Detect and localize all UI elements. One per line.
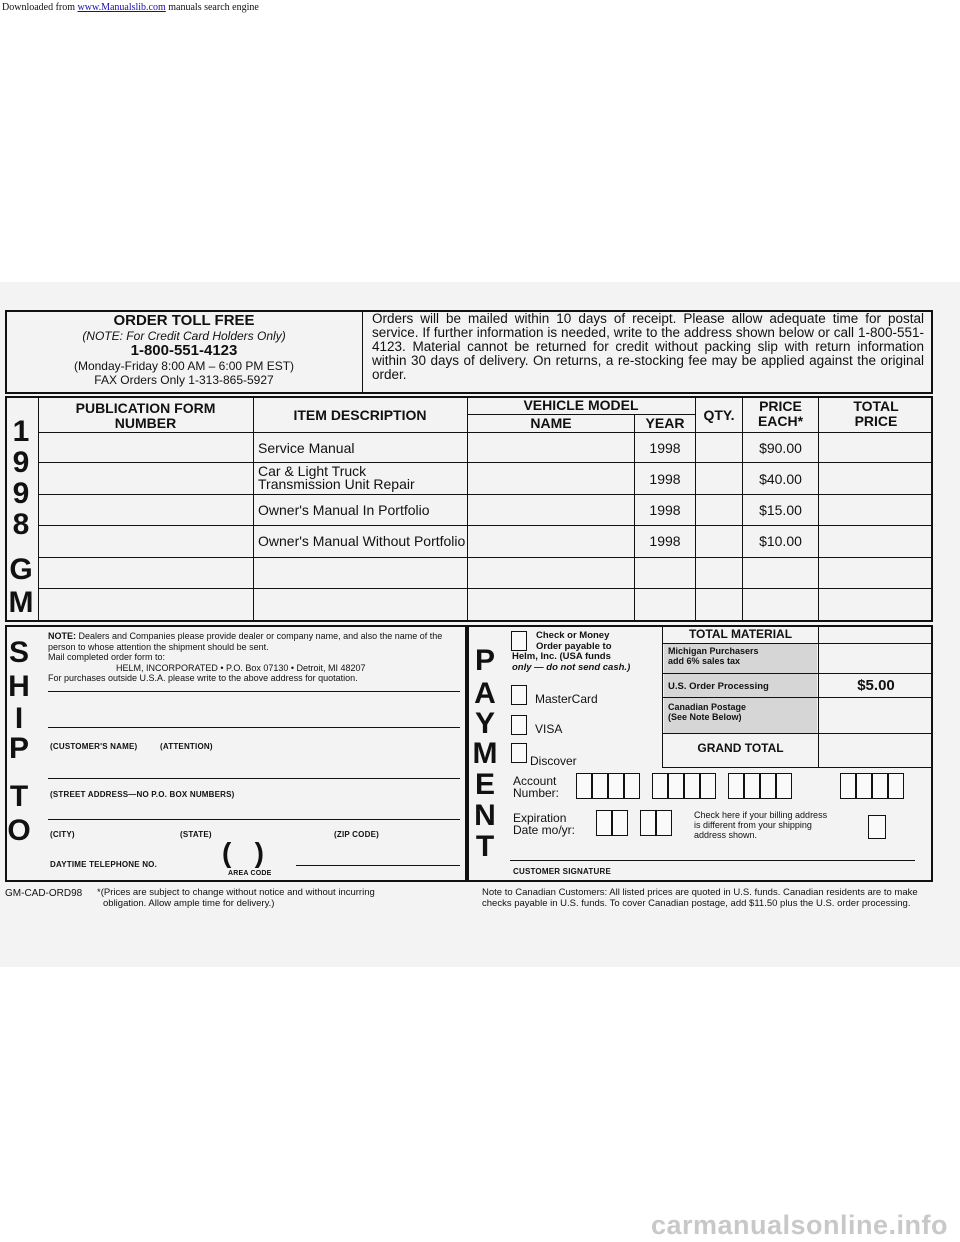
account-number-label [513, 775, 559, 799]
payment-letter-3: Y [474, 707, 495, 740]
total-header-line1: TOTAL [853, 398, 899, 414]
expiration-line-2: Date mo/yr: [513, 823, 576, 837]
year-header: YEAR [645, 415, 685, 431]
pub-form-header [40, 401, 251, 431]
expiration-line-1: Expiration [513, 811, 567, 825]
totals-left-border [662, 625, 663, 767]
mail-to-text: Mail completed order form to: [48, 652, 166, 662]
billing-address-checkbox[interactable] [868, 815, 886, 839]
row-4-description: Owner's Manual Without Portfolio [258, 533, 466, 549]
account-digit[interactable] [576, 773, 592, 799]
payment-letter-4: M [472, 737, 498, 770]
phone-number-line [296, 865, 460, 866]
totals-bottom-border [662, 767, 933, 768]
row-3-price: $15.00 [759, 502, 802, 518]
year-letter-2: 9 [12, 446, 30, 479]
account-line-1: Account [513, 774, 557, 788]
signature-line[interactable] [510, 860, 915, 861]
expiration-digit[interactable] [640, 810, 656, 836]
source-suffix: manuals search engine [165, 2, 259, 13]
totals-value-divider [818, 625, 819, 767]
row-1-year: 1998 [649, 440, 681, 456]
us-processing-label: U.S. Order Processing [668, 681, 769, 692]
check-line-1: Check or Money [536, 630, 610, 641]
shipping-note-text: Dealers and Companies please provide dealer or company name, and also the name of the person to whose attention the shipment should be sent. [48, 631, 443, 652]
mail-address: HELM, INCORPORATED • P.O. Box 07130 • Detroit, MI 48207 [116, 662, 366, 673]
payment-letter-7: T [475, 830, 495, 863]
shipping-field-line-4 [48, 819, 460, 820]
account-digit[interactable] [744, 773, 760, 799]
daytime-phone-label: DAYTIME TELEPHONE NO. [50, 860, 158, 869]
customer-signature-label: CUSTOMER SIGNATURE [513, 867, 611, 876]
account-digit[interactable] [700, 773, 716, 799]
outside-usa-text: For purchases outside U.S.A. please write to the above address for quotation. [48, 673, 358, 683]
table-header-bottom [38, 432, 933, 433]
michigan-line-1: Michigan Purchasers [668, 646, 759, 656]
account-digit[interactable] [888, 773, 904, 799]
expiration-digit[interactable] [612, 810, 628, 836]
billing-line-2: is different from your shipping [694, 820, 812, 830]
year-letter-3: 9 [12, 477, 30, 510]
check-line-4: only — do not send cash.) [512, 661, 631, 673]
totals-line-4 [662, 733, 933, 734]
zip-label: (ZIP CODE) [334, 830, 379, 839]
row-2-description-line2: Transmission Unit Repair [258, 476, 415, 492]
ship-letter-3: I [14, 702, 24, 735]
row-3-year: 1998 [649, 502, 681, 518]
canadian-customers-note: Note to Canadian Customers: All listed prices are quoted in U.S. funds. Canadian residents are to make checks payable in U.S. funds. To cover Canadian postage, add $11.50 plus the U.S. order processing. [482, 887, 918, 909]
mastercard-checkbox[interactable] [511, 685, 527, 705]
account-line-2: Number: [513, 786, 560, 800]
row-line-4 [38, 557, 933, 558]
area-code-label: AREA CODE [228, 870, 272, 877]
canadian-line-1: Canadian Postage [668, 702, 747, 712]
fax-orders: FAX Orders Only 1-313-865-5927 [94, 373, 274, 387]
watermark-text: carmanualsonline.info [650, 1210, 948, 1240]
year-letter-5: G [9, 553, 33, 586]
ship-letter-4: P [8, 732, 29, 765]
account-digit[interactable] [668, 773, 684, 799]
grand-total-label: GRAND TOTAL [697, 741, 784, 755]
year-letter-4: 8 [12, 508, 30, 541]
payment-letter-6: N [474, 799, 496, 832]
michigan-line-2: add 6% sales tax [668, 656, 741, 666]
ship-letter-2: H [8, 670, 30, 703]
source-prefix: Downloaded from [2, 2, 78, 13]
prices-note-line-1: *(Prices are subject to change without notice and without incurring [97, 887, 375, 898]
order-toll-free-block [8, 313, 360, 387]
header-divider [362, 310, 363, 394]
credit-card-note: (NOTE: For Credit Card Holders Only) [82, 329, 286, 343]
account-digit[interactable] [652, 773, 668, 799]
row-1-price: $90.00 [759, 440, 802, 456]
total-price-header [820, 399, 932, 429]
shipping-note [48, 631, 460, 684]
row-4-year: 1998 [649, 533, 681, 549]
shipping-field-line-3 [48, 778, 460, 779]
billing-line-1: Check here if your billing address [694, 810, 828, 820]
row-1-description: Service Manual [258, 440, 355, 456]
year-letter-6: M [8, 586, 34, 619]
year-letter-1: 1 [12, 415, 30, 448]
state-label: (STATE) [180, 830, 212, 839]
row-3-description: Owner's Manual In Portfolio [258, 502, 430, 518]
account-digit[interactable] [872, 773, 888, 799]
pub-form-header-line1: PUBLICATION FORM [75, 400, 216, 416]
toll-free-phone: 1-800-551-4123 [130, 342, 238, 359]
ship-letter-6: O [7, 814, 31, 847]
item-description-header: ITEM DESCRIPTION [293, 407, 427, 423]
totals-line-3 [662, 697, 933, 698]
download-source-line [2, 2, 259, 13]
row-line-5 [38, 588, 933, 589]
customer-name-label: (CUSTOMER'S NAME) [50, 742, 138, 751]
row-2-price: $40.00 [759, 471, 802, 487]
price-each-header [744, 399, 817, 429]
payment-letter-5: E [474, 768, 495, 801]
name-header: NAME [530, 415, 572, 431]
michigan-label [668, 646, 759, 666]
prices-note [97, 888, 477, 909]
billing-line-3: address shown. [694, 830, 758, 840]
check-line-3: Helm, Inc. (USA funds [512, 651, 611, 662]
order-toll-free-title: ORDER TOLL FREE [113, 312, 255, 329]
visa-label: VISA [535, 722, 563, 736]
ship-letter-5: T [9, 780, 29, 813]
check-money-order-text [512, 631, 662, 673]
expiration-label [513, 812, 575, 836]
street-address-label: (STREET ADDRESS—NO P.O. BOX NUMBERS) [50, 790, 235, 799]
canadian-postage-label [668, 702, 746, 722]
manualslib-link[interactable]: www.Manualslib.com [77, 2, 166, 13]
qty-header: QTY. [703, 407, 735, 423]
row-2-description-line1: Car & Light Truck [258, 463, 367, 479]
total-header-line2: PRICE [854, 413, 898, 429]
order-form-panel [0, 282, 960, 967]
payment-letter-1: P [474, 644, 495, 677]
expiration-digit[interactable] [596, 810, 612, 836]
account-digit[interactable] [684, 773, 700, 799]
order-info-text: Orders will be mailed within 10 days of receipt. Please allow adequate time for postal service. If further information is needed, write to the address shown below or call 1-800-551-4123. Material cannot be returned for credit without packing slip with return information within 30 days of delivery. On returns, a re-stocking fee may be applied against the original order. [372, 311, 924, 382]
canadian-line-2: (See Note Below) [668, 712, 742, 722]
form-code: GM-CAD-ORD98 [5, 888, 83, 899]
row-2-year: 1998 [649, 471, 681, 487]
call-hours: (Monday-Friday 8:00 AM – 6:00 PM EST) [73, 359, 295, 373]
price-header-line1: PRICE [759, 398, 802, 414]
expiration-digit[interactable] [656, 810, 672, 836]
prices-note-line-2: obligation. Allow ample time for delivery.) [103, 897, 275, 909]
table-col-name [634, 414, 635, 622]
shipping-field-line-1 [48, 691, 460, 692]
totals-line-2 [662, 673, 933, 674]
totals-line-1 [662, 643, 933, 644]
us-processing-value: $5.00 [857, 677, 895, 694]
account-digit[interactable] [624, 773, 640, 799]
account-digit[interactable] [592, 773, 608, 799]
payment-letter-2: A [474, 677, 496, 710]
account-digit[interactable] [856, 773, 872, 799]
billing-address-note [694, 810, 827, 840]
vehicle-model-header: VEHICLE MODEL [523, 397, 639, 413]
area-code-parens: ( ) [222, 837, 264, 868]
account-digit[interactable] [776, 773, 792, 799]
discover-label: Discover [530, 754, 577, 768]
account-digit[interactable] [840, 773, 856, 799]
shipping-field-line-2 [48, 727, 460, 728]
visa-checkbox[interactable] [511, 715, 527, 735]
pub-form-header-line2: NUMBER [114, 415, 177, 431]
row-4-price: $10.00 [759, 533, 802, 549]
check-line-2: Order payable to [536, 640, 612, 652]
row-line-3 [38, 525, 933, 526]
shipping-note-label: NOTE: [48, 631, 76, 641]
account-digit[interactable] [608, 773, 624, 799]
discover-checkbox[interactable] [511, 743, 527, 763]
account-digit[interactable] [728, 773, 744, 799]
account-digit[interactable] [760, 773, 776, 799]
ship-letter-1: S [8, 636, 29, 669]
attention-label: (ATTENTION) [160, 742, 213, 751]
row-line-1 [38, 462, 933, 463]
city-label: (CITY) [50, 830, 75, 839]
total-material-label: TOTAL MATERIAL [688, 627, 793, 641]
row-line-2 [38, 494, 933, 495]
price-header-line2: EACH* [757, 413, 804, 429]
mastercard-label: MasterCard [535, 692, 598, 706]
